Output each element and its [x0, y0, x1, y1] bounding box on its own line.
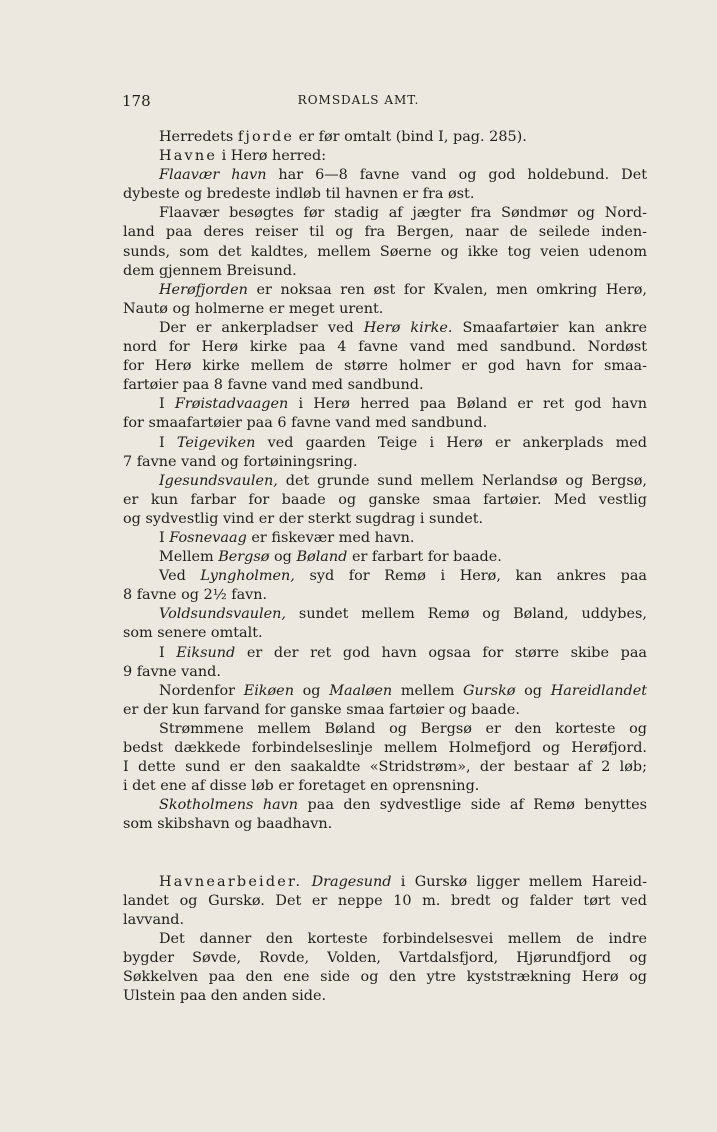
text-run: Søkkelven paa den ene side og den ytre kyststrækning Herø og [123, 969, 647, 986]
text-run: og [293, 682, 330, 699]
text-run: sundet mellem Remø og Bøland, uddybes, [286, 606, 647, 623]
paragraph-gap [123, 834, 647, 853]
text-run: fartøier paa 8 favne vand med sandbund. [123, 377, 424, 394]
text-run: er før omtalt (bind I, pag. 285). [294, 129, 527, 145]
text-run: Herredets [159, 129, 238, 145]
text-line [123, 605, 647, 624]
text-run: I dette sund er den saakaldte «Stridstrøm», der bestaar af 2 løb; [123, 759, 647, 776]
text-run: landet og Gurskø. Det er neppe 10 m. bredt og falder tørt ved [123, 892, 647, 909]
text-run: I [159, 644, 177, 661]
text-run: i Herø herred: [217, 148, 327, 165]
italic-term: Eikøen [243, 682, 294, 699]
text-line [123, 434, 647, 453]
text-line [123, 223, 647, 242]
text-line [123, 243, 647, 262]
text-line [123, 491, 647, 510]
text-run: for smaafartøier paa 6 favne vand med sandbund. [123, 415, 488, 432]
text-line [123, 147, 647, 166]
running-title: ROMSDALS AMT. [297, 93, 420, 107]
italic-term: Herø kirke. [363, 319, 453, 336]
text-run: som skibshavn og baadhavn. [123, 816, 333, 833]
text-line [123, 968, 647, 987]
text-line [123, 586, 647, 605]
text-run: Mellem [159, 549, 219, 566]
body-text [123, 128, 647, 1006]
text-line [123, 185, 647, 204]
italic-term: Voldsundsvaulen, [159, 606, 287, 623]
text-run: bygder Søvde, Rovde, Volden, Vartdalsfjord, Hjørundfjord og [123, 950, 647, 967]
text-line [123, 815, 647, 834]
italic-term: Hareidlandet [550, 682, 648, 699]
text-line [123, 281, 647, 300]
text-run: er farbart for baade. [347, 549, 502, 566]
text-line [123, 548, 647, 567]
text-line [123, 262, 647, 281]
text-run: har 6—8 favne vand og god holdebund. Det [266, 167, 647, 184]
text-run: er fiskevær med havn. [246, 529, 415, 546]
text-line [123, 510, 647, 529]
text-run: Nautø og holmerne er meget urent. [123, 300, 384, 317]
text-run: dem gjennem Breisund. [123, 262, 297, 279]
spaced-term: fjorde [237, 129, 295, 145]
text-run: 8 favne og 2½ favn. [123, 587, 268, 604]
italic-term: Igesundsvaulen, [159, 472, 278, 489]
text-line [123, 624, 647, 643]
text-run: Flaavær besøgtes før stadig af jægter fra Søndmør og Nord- [159, 205, 647, 222]
text-line [123, 777, 647, 796]
text-run: 9 favne vand. [123, 663, 221, 680]
text-run: er der ret god havn ogsaa for større skibe paa [235, 644, 647, 661]
text-run: bedst dækkede forbindelseslinje mellem Holmefjord og Herøfjord. [123, 740, 647, 756]
text-run: Der er ankerpladser ved [159, 319, 364, 336]
spaced-term: Havne [159, 148, 218, 165]
text-line [123, 300, 647, 319]
text-run: ved gaarden Teige i Herø er ankerplads med [255, 434, 647, 451]
text-run: Ved [159, 568, 201, 585]
text-run: og sydvestlig vind er der sterkt sugdrag i sundet. [123, 510, 484, 527]
text-run: I [159, 529, 170, 546]
text-line [123, 739, 647, 758]
text-run: 7 favne vand og fortøiningsring. [123, 453, 358, 470]
text-line [123, 644, 647, 663]
text-run: og [269, 549, 297, 566]
text-run: Smaafartøier kan ankre [452, 319, 647, 336]
text-line [123, 414, 647, 433]
text-run: som senere omtalt. [123, 625, 263, 642]
text-run: syd for Remø i Herø, kan ankres paa [294, 568, 647, 585]
text-run: er der kun farvand for ganske smaa fartøier og baade. [123, 701, 520, 718]
text-line [123, 453, 647, 472]
text-run: Ulstein paa den anden side. [123, 988, 327, 1005]
italic-term: Bergsø [218, 549, 270, 566]
text-line [123, 930, 647, 949]
text-line [123, 682, 647, 701]
paragraph-gap [123, 854, 647, 873]
text-line [123, 892, 647, 911]
text-run: nord for Herø kirke paa 4 favne vand med sandbund. Nordøst [123, 339, 647, 356]
text-line [123, 758, 647, 777]
text-run: I [159, 434, 177, 451]
italic-term: Frøistadvaagen [174, 396, 289, 413]
italic-term: Teigeviken [176, 434, 256, 451]
text-run: sunds, som det kaldtes, mellem Søerne og ikke tog veien udenom [123, 243, 647, 260]
italic-term: Eiksund [176, 644, 236, 661]
text-run: i Gurskø ligger mellem Hareid- [391, 873, 647, 890]
text-line [123, 873, 647, 892]
text-run: land paa deres reiser til og fra Bergen, naar de seilede inden- [123, 224, 647, 241]
text-line [123, 395, 647, 414]
text-line [123, 204, 647, 223]
text-run: i det ene af disse løb er foretaget en oprensning. [123, 778, 480, 795]
text-run: er kun farbar for baade og ganske smaa fartøier. Med vestlig [123, 491, 647, 508]
text-run: er noksaa ren øst for Kvalen, men omkring Herø, [247, 281, 647, 298]
text-run: paa den sydvestlige side af Remø benyttes [298, 797, 647, 814]
text-run: det grunde sund mellem Nerlandsø og Bergsø, [277, 472, 647, 489]
text-run: og [515, 682, 551, 699]
italic-term: Bøland [296, 549, 348, 566]
text-line [123, 796, 647, 815]
text-run: I [159, 396, 175, 413]
italic-term: Gurskø [463, 682, 516, 699]
italic-term: Flaavær havn [159, 167, 267, 184]
text-line [123, 357, 647, 376]
text-run: lavvand. [123, 911, 185, 928]
italic-term: Dragesund [311, 873, 392, 890]
spaced-term: Havnearbeider. [159, 873, 303, 890]
text-run: for Herø kirke mellem de større holmer er god havn for smaa- [123, 358, 647, 375]
italic-term: Fosnevaag [169, 529, 247, 546]
italic-term: Skotholmens havn [159, 797, 299, 814]
text-line [123, 128, 647, 147]
text-line [123, 701, 647, 720]
text-run: Strømmene mellem Bøland og Bergsø er den korteste og [159, 720, 647, 737]
text-line [123, 338, 647, 357]
italic-term: Herøfjorden [159, 281, 248, 298]
text-line [123, 949, 647, 968]
text-line [123, 529, 647, 548]
page-number: 178 [122, 92, 151, 110]
text-line [123, 319, 647, 338]
text-line [123, 166, 647, 185]
text-run [302, 874, 311, 890]
text-run: Det danner den korteste forbindelsesvei mellem de indre [159, 930, 647, 947]
text-line [123, 376, 647, 395]
italic-term: Maaløen [329, 682, 393, 699]
text-line [123, 663, 647, 682]
italic-term: Lyngholmen, [200, 568, 295, 585]
page-header [0, 92, 717, 112]
text-run: mellem [392, 682, 464, 699]
text-line [123, 987, 647, 1006]
text-line [123, 911, 647, 930]
text-line [123, 567, 647, 586]
text-run: i Herø herred paa Bøland er ret god havn [288, 396, 647, 413]
text-line [123, 472, 647, 491]
text-run: dybeste og bredeste indløb til havnen er fra øst. [123, 186, 475, 203]
text-run: Nordenfor [159, 682, 244, 699]
text-line [123, 720, 647, 739]
